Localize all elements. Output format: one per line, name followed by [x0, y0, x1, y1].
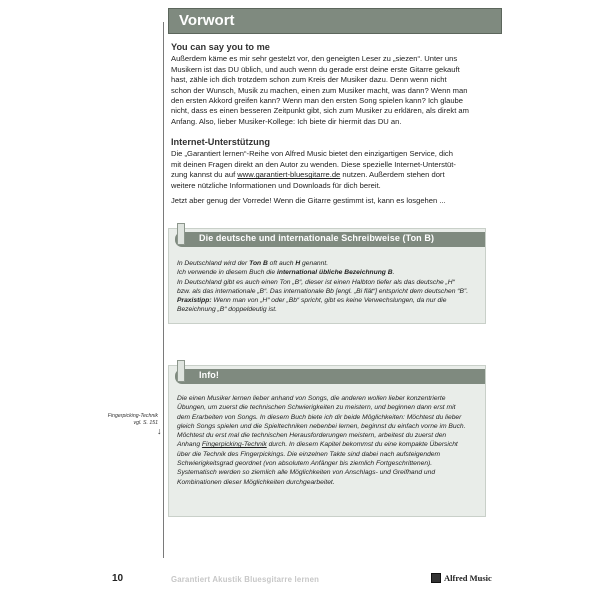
box-line: Möchtest du erst mal die technischen Herausforderungen meistern, arbeitest du zuerst den [177, 432, 447, 440]
publisher-logo [431, 570, 492, 586]
box-line: Systematisch werden so ziemlich alle Möglichkeiten von Anschlags- und Greifhand und [177, 469, 436, 477]
paragraph-line: zung kannst du auf www.garantiert-bluesgitarre.de nutzen. Außerdem stehen dort [171, 170, 445, 180]
closing-line: Jetzt aber genug der Vorrede! Wenn die Gitarre gestimmt ist, kann es losgehen ... [171, 196, 446, 206]
margin-rule [163, 22, 164, 558]
box-line: Die einen Musiker lernen lieber anhand von Songs, die anderen wollen lieber konzentrierte [177, 395, 446, 402]
section-you-can-say [171, 42, 501, 127]
box-body [177, 394, 479, 487]
box-line: Schwierigkeitsgrad geordnet (von absolutem Anfänger bis ziemlich Fortgeschrittenen). [177, 460, 433, 468]
notation-info-box [168, 228, 486, 324]
box-line: In Deutschland wird der Ton B oft auch H genannt. [177, 260, 329, 267]
box-line: Bezeichnung „B“ doppeldeutig ist. [177, 306, 278, 314]
arrow-down-icon: ↓ [157, 426, 162, 436]
paragraph-line: weitere nützliche Informationen und Downloads für dich bereit. [171, 180, 381, 190]
paragraph-line: schon der Wunsch, Musik zu machen, einen zum Musiker macht, was dann? Wenn man [171, 85, 468, 95]
section-heading: You can say you to me [171, 42, 270, 52]
box-title: Info! [199, 370, 219, 380]
box-line: dem Erarbeiten von Songs. In diesem Buch biete ich dir beide Möglichkeiten: Möchtest du lieber [177, 413, 462, 421]
section-internet [171, 137, 501, 206]
paragraph-line: nicht, dass es einen besseren Zeitpunkt gibt, sich zum Musiker zu erklären, als direkt am [171, 106, 469, 116]
box-title: Die deutsche und internationale Schreibweise (Ton B) [199, 233, 435, 243]
margin-note-title: Fingerpicking-Technik [107, 413, 158, 419]
box-line: über die Technik des Fingerpickings. Die einzelnen Takte sind dabei nach aufsteigendem [177, 450, 441, 458]
book-title: Garantiert Akustik Bluesgitarre lernen [171, 575, 320, 584]
alfred-logo-icon [431, 573, 441, 583]
box-line: Praxistipp: Wenn man von „H“ oder „Bb“ spricht, gibt es keine Verwechslungen, da nur die [177, 297, 447, 305]
paragraph-line: mit deinen Fragen direkt an den Autor zu wenden. Diese spezielle Internet-Unterstüt- [171, 159, 456, 169]
page-number: 10 [112, 573, 124, 584]
box-line: In Deutschland gibt es auch einen Ton „B“, dieser ist einen Halbton tiefer als das deutsche „H“ [177, 278, 455, 286]
box-tab-icon [177, 360, 185, 382]
margin-note-ref: vgl. S. 151 [133, 420, 158, 426]
fingerpicking-link[interactable]: Fingerpicking-Technik [201, 441, 267, 449]
box-line: Übungen, um zuerst die technischen Schwierigkeiten zu meistern, und beginnen dann erst mit [177, 404, 456, 412]
paragraph-line: Die „Garantiert lernen“-Reihe von Alfred Music bietet den einzigartigen Service, dich [171, 149, 453, 159]
paragraph-line: den ersten Akkord greifen kann? Wenn man den ersten Song spielen kann? Ich glaube [171, 96, 463, 106]
box-line: gleich Songs spielen und die Spieltechniken nebenbei lernen, beginnst du einfach vorne im Buch. [177, 422, 466, 430]
chapter-title: Vorwort [179, 12, 235, 29]
chapter-header [168, 8, 502, 34]
box-title-bar [175, 369, 485, 384]
section-heading: Internet-Unterstützung [171, 137, 271, 147]
box-body [177, 259, 479, 315]
box-line: Ich verwende in diesem Buch die international übliche Bezeichnung B. [177, 269, 395, 277]
paragraph-line: Anfang. Also, lieber Musiker-Kollege: Ich biete dir hiermit das DU an. [171, 116, 402, 126]
box-line: bzw. als das internationale „B“. Das internationale Bb [engl. „Bi flät“] entspricht dem deutschen “B”. [177, 287, 469, 295]
box-tab-icon [177, 223, 185, 245]
margin-note [98, 413, 158, 427]
website-link[interactable]: www.garantiert-bluesgitarre.de [237, 170, 341, 180]
box-line: Anhang Fingerpicking-Technik durch. In diesem Kapitel bekommst du eine kompakte Übersicht [177, 441, 458, 449]
paragraph-line: Außerdem käme es mir sehr gestelzt vor, den geneigten Leser zu „siezen“. Unter uns [171, 54, 458, 64]
publisher-name: Alfred Music [444, 573, 492, 583]
paragraph-line: hast, zähle ich dich trotzdem schon zum Kreis der Musiker dazu. Denn wenn nicht [171, 75, 447, 85]
box-line: Kombinationen dieser Möglichkeiten durchgearbeitet. [177, 478, 335, 486]
paragraph-line: Musikern ist das DU üblich, und auch wenn du gerade erst deine erste Gitarre gekauft [171, 64, 460, 74]
info-box [168, 365, 486, 517]
